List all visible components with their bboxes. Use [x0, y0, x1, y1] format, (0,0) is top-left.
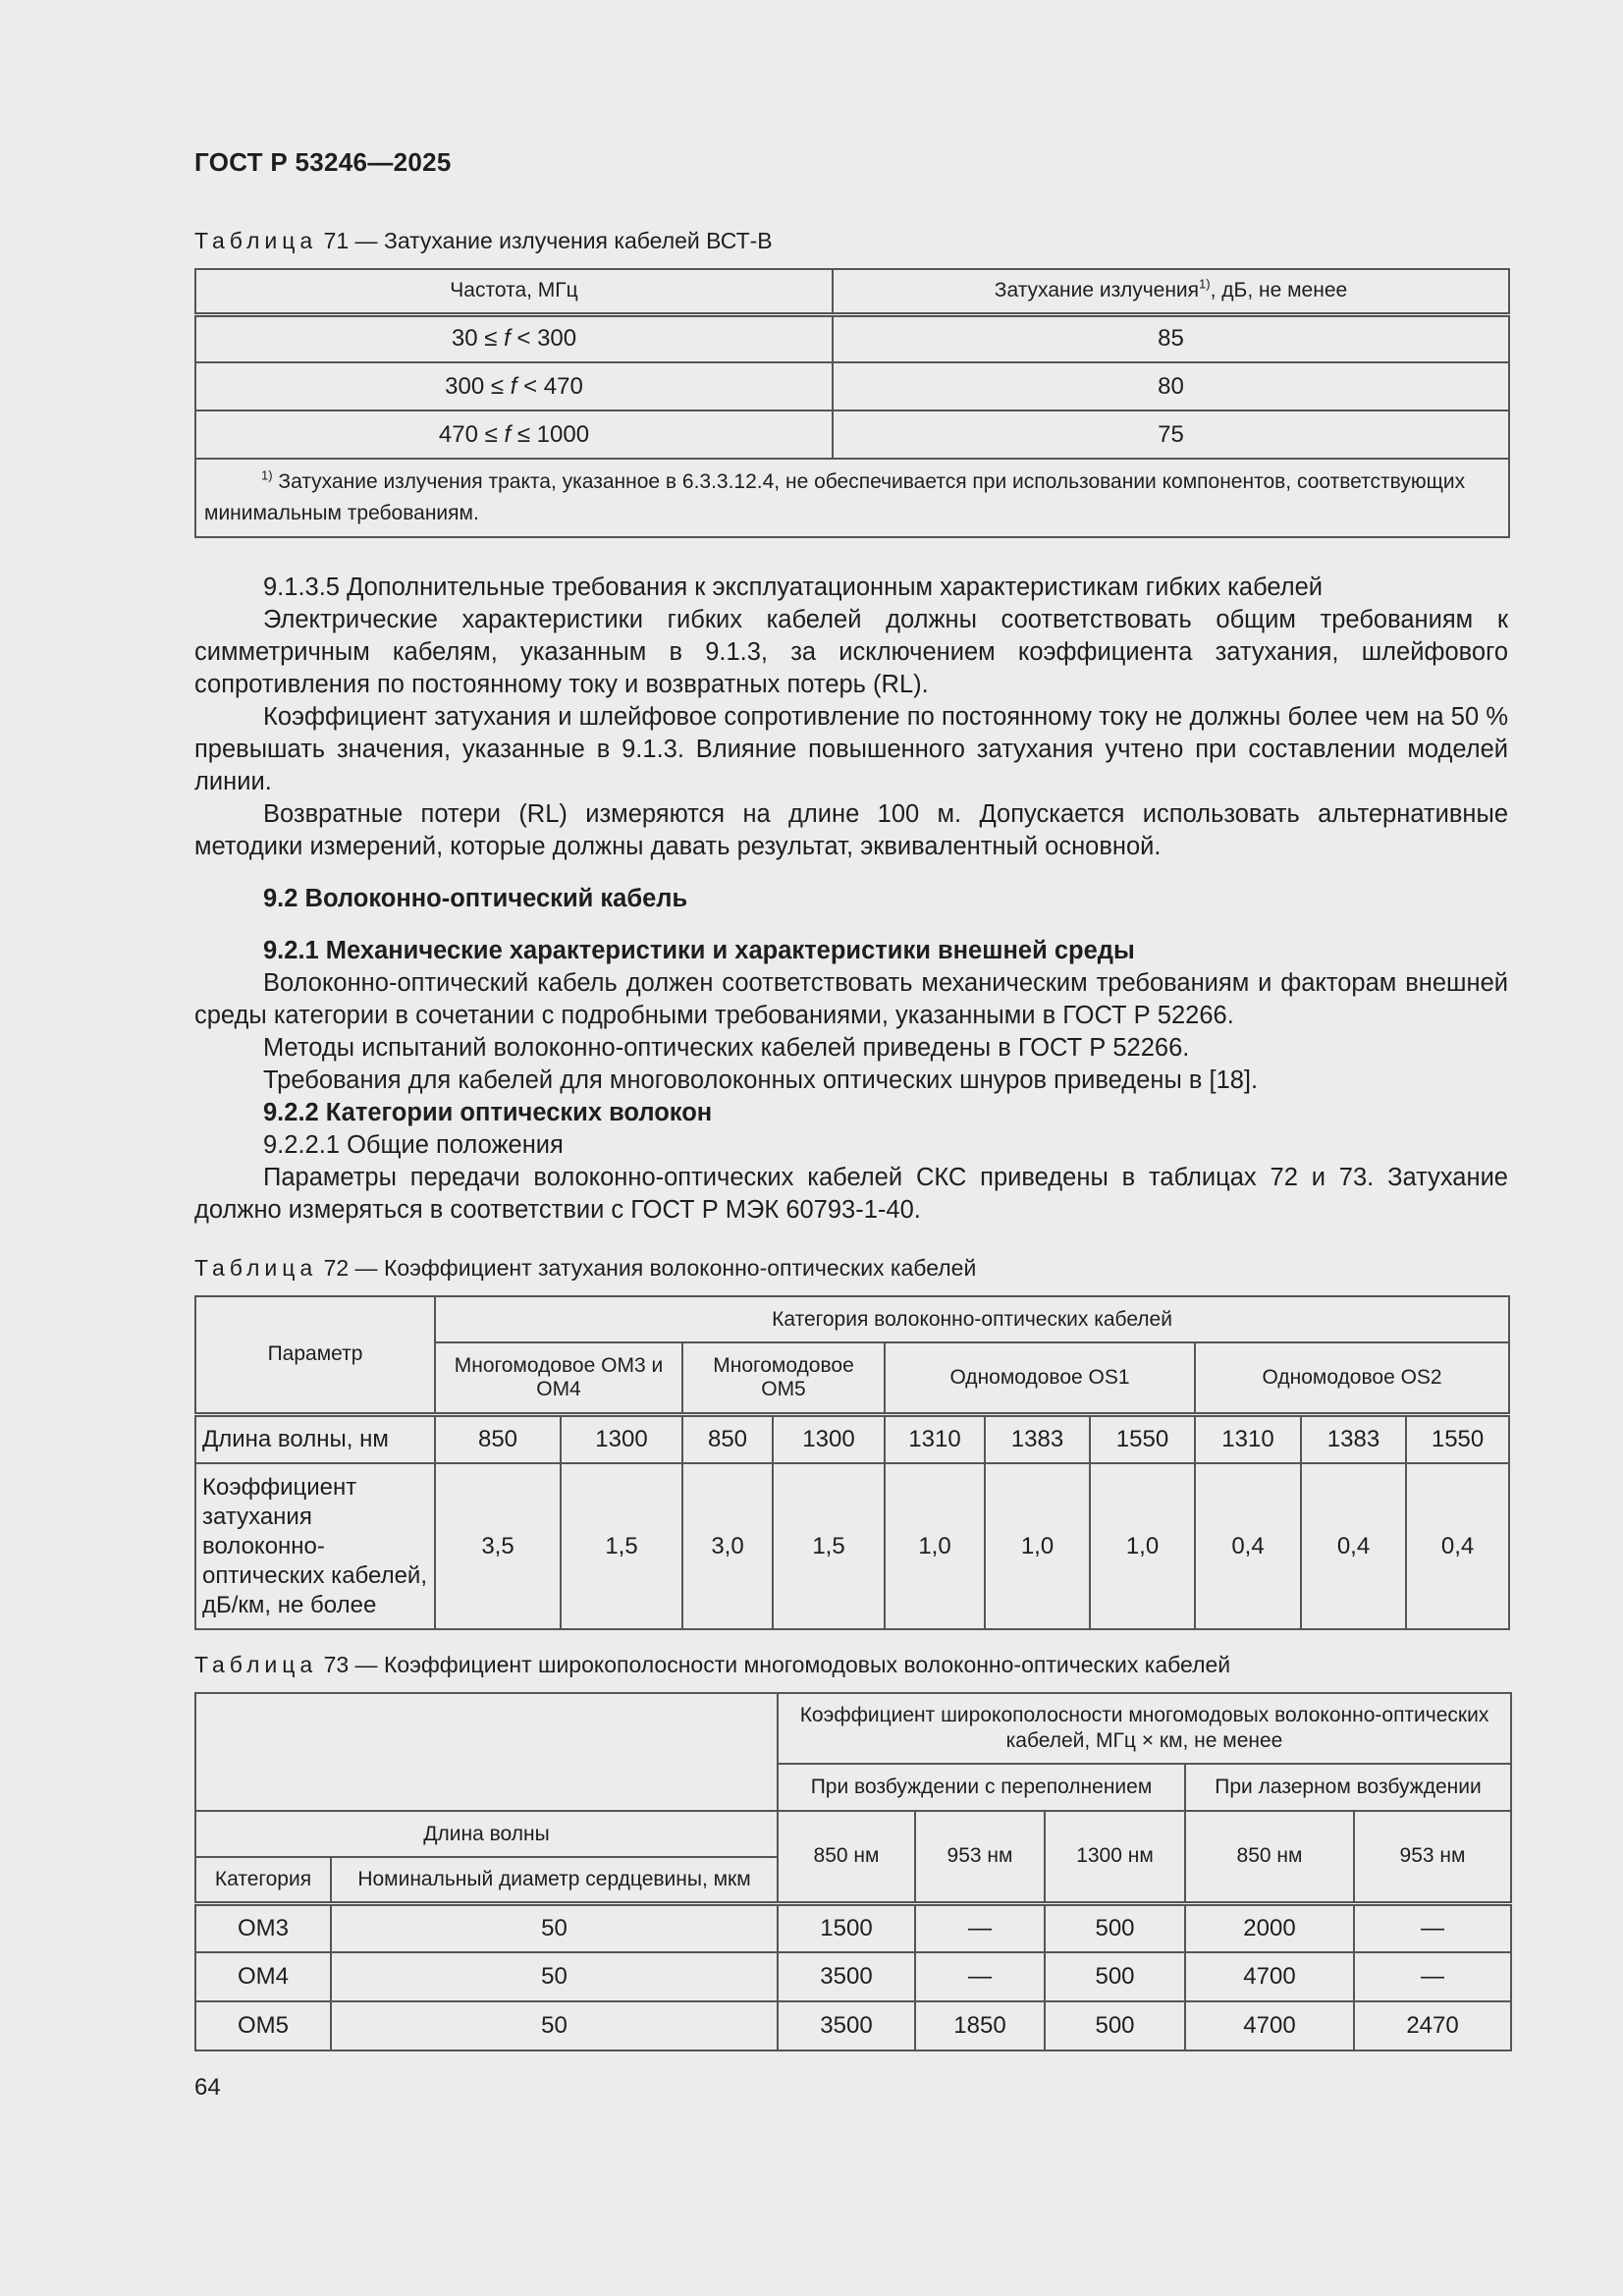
table-73-value-cell: — [915, 1952, 1045, 2001]
table-71-caption [194, 228, 773, 254]
table-72-wavelength-cell: 1550 [1406, 1414, 1509, 1463]
table-71-value-cell: 85 [833, 314, 1509, 362]
table-71-value-cell: 75 [833, 410, 1509, 459]
table-73-overfill-head: При возбуждении с переполнением [778, 1764, 1185, 1811]
table-73-value-cell: 500 [1045, 1903, 1185, 1952]
table-72-wavelength-cell: 850 [682, 1414, 773, 1463]
table-73 [194, 1692, 1512, 2051]
table-72-wavelength-cell: 1383 [985, 1414, 1090, 1463]
table-72-caption [194, 1255, 976, 1282]
table-72-wavelength-cell: 1310 [885, 1414, 985, 1463]
table-72-wavelength-cell: 1300 [561, 1414, 682, 1463]
section-heading-9-2: 9.2 Волоконно-оптический кабель [263, 885, 688, 912]
table-72-coef-cell: 3,0 [682, 1463, 773, 1629]
table-72-caption-label: Таблица [194, 1255, 318, 1281]
paragraph: Возвратные потери (RL) измеряются на длине 100 м. Допускается использовать альтернативные методики измерений, которые должны давать результат, эквивалентный основной. [194, 800, 1508, 860]
paragraph: 9.1.3.5 Дополнительные требования к эксплуатационным характеристикам гибких кабелей [263, 574, 1324, 601]
table-72-wavelength-cell: 1383 [1301, 1414, 1406, 1463]
table-72-coef-cell: 1,0 [885, 1463, 985, 1629]
table-72-coef-cell: 1,5 [561, 1463, 682, 1629]
table-73-value-cell: 500 [1045, 1952, 1185, 2001]
table-72-coef-cell: 0,4 [1406, 1463, 1509, 1629]
table-73-value-cell: 500 [1045, 2001, 1185, 2050]
paragraph: Волоконно-оптический кабель должен соответствовать механическим требованиям и факторам внешней среды категории в сочетании с подробными требованиями, указанными в ГОСТ Р 52266. [194, 969, 1508, 1029]
table-71-frequency-cell: 300 ≤ f < 470 [195, 362, 833, 410]
table-72-wavelength-cell: 1310 [1195, 1414, 1301, 1463]
paragraph: Требования для кабелей для многоволоконных оптических шнуров приведены в [18]. [263, 1066, 1259, 1094]
table-73-bandwidth-head: Коэффициент широкополосности многомодовых волоконно-оптических кабелей, МГц × км, не менее [778, 1693, 1511, 1764]
table-73-category-head: Категория [195, 1857, 331, 1903]
table-73-diameter-cell: 50 [331, 1952, 778, 2001]
table-73-value-cell: — [1354, 1903, 1511, 1952]
table-72-coef-cell: 0,4 [1301, 1463, 1406, 1629]
table-71-head-attenuation: Затухание излучения$^{1)}$, дБ, не менее [833, 269, 1509, 314]
section-heading-9-2-2: 9.2.2 Категории оптических волокон [263, 1099, 713, 1126]
table-73-category-cell: ОМ5 [195, 2001, 331, 2050]
table-72-coef-label: Коэффициент затухания волоконно-оптических кабелей, дБ/км, не более [195, 1463, 435, 1629]
table-73-value-cell: 1500 [778, 1903, 915, 1952]
table-73-diameter-head: Номинальный диаметр сердцевины, мкм [331, 1857, 778, 1903]
table-73-category-cell: ОМ4 [195, 1952, 331, 2001]
table-72 [194, 1295, 1510, 1630]
table-71 [194, 268, 1510, 538]
table-72-coef-cell: 1,5 [773, 1463, 885, 1629]
table-73-value-cell: — [915, 1903, 1045, 1952]
table-73-wl-col: 850 нм [778, 1811, 915, 1903]
table-72-group-head: Многомодовое ОМ5 [682, 1342, 885, 1414]
table-72-group-head: Одномодовое OS2 [1195, 1342, 1509, 1414]
table-73-caption-text: 73 — Коэффициент широкополосности многомодовых волоконно-оптических кабелей [317, 1652, 1231, 1677]
table-72-wavelength-label: Длина волны, нм [195, 1414, 435, 1463]
table-73-caption-label: Таблица [194, 1652, 318, 1677]
table-72-coef-cell: 1,0 [1090, 1463, 1195, 1629]
table-73-wl-col: 850 нм [1185, 1811, 1354, 1903]
table-73-caption [194, 1652, 1230, 1678]
table-71-frequency-cell: 470 ≤ f ≤ 1000 [195, 410, 833, 459]
table-73-value-cell: 1850 [915, 2001, 1045, 2050]
paragraph: Электрические характеристики гибких кабелей должны соответствовать общим требованиям к симметричным кабелям, указанным в 9.1.3, за исключением коэффициента затухания, шлейфового сопротивления по постоянному току и возвратных потерь (RL). [194, 606, 1508, 698]
table-73-value-cell: 2470 [1354, 2001, 1511, 2050]
body-text [194, 572, 1508, 1227]
table-71-value-cell: 80 [833, 362, 1509, 410]
table-73-blank-corner [195, 1693, 778, 1811]
table-72-coef-cell: 1,0 [985, 1463, 1090, 1629]
document-header: ГОСТ Р 53246—2025 [194, 147, 452, 177]
page-number: 64 [194, 2074, 221, 2101]
paragraph: 9.2.2.1 Общие положения [263, 1131, 564, 1159]
table-72-group-head: Многомодовое ОМ3 и ОМ4 [435, 1342, 682, 1414]
table-73-value-cell: 3500 [778, 1952, 915, 2001]
section-heading-9-2-1: 9.2.1 Механические характеристики и характеристики внешней среды [263, 937, 1135, 964]
table-73-diameter-cell: 50 [331, 2001, 778, 2050]
table-73-laser-head: При лазерном возбуждении [1185, 1764, 1511, 1811]
table-73-wl-col: 953 нм [1354, 1811, 1511, 1903]
table-73-wl-col: 953 нм [915, 1811, 1045, 1903]
table-72-coef-cell: 0,4 [1195, 1463, 1301, 1629]
table-72-group-head: Одномодовое OS1 [885, 1342, 1195, 1414]
table-72-wavelength-cell: 1550 [1090, 1414, 1195, 1463]
paragraph: Коэффициент затухания и шлейфовое сопротивление по постоянному току не должны более чем на 50 % превышать значения, указанные в 9.1.3. Влияние повышенного затухания учтено при составлении моделей линии. [194, 703, 1508, 795]
paragraph: Методы испытаний волоконно-оптических кабелей приведены в ГОСТ Р 52266. [263, 1034, 1190, 1062]
table-71-caption-text: 71 — Затухание излучения кабелей ВСТ-В [317, 228, 773, 253]
table-73-value-cell: 4700 [1185, 2001, 1354, 2050]
table-71-frequency-cell: 30 ≤ f < 300 [195, 314, 833, 362]
table-73-value-cell: 3500 [778, 2001, 915, 2050]
paragraph: Параметры передачи волоконно-оптических кабелей СКС приведены в таблицах 72 и 73. Затухание должно измеряться в соответствии с ГОСТ Р МЭК 60793-1-40. [194, 1164, 1508, 1224]
table-71-caption-label: Таблица [194, 228, 318, 253]
table-71-footnote: $^{1)}$ Затухание излучения тракта, указанное в 6.3.3.12.4, не обеспечивается при использовании компонентов, соответствующих минимальным требованиям. [195, 459, 1509, 537]
table-73-wavelength-head: Длина волны [195, 1811, 778, 1857]
table-72-category-head: Категория волоконно-оптических кабелей [435, 1296, 1509, 1342]
table-73-diameter-cell: 50 [331, 1903, 778, 1952]
table-73-value-cell: 4700 [1185, 1952, 1354, 2001]
table-72-wavelength-cell: 850 [435, 1414, 561, 1463]
table-71-head-frequency: Частота, МГц [195, 269, 833, 314]
table-72-caption-text: 72 — Коэффициент затухания волоконно-оптических кабелей [317, 1255, 977, 1281]
table-72-coef-cell: 3,5 [435, 1463, 561, 1629]
table-72-wavelength-cell: 1300 [773, 1414, 885, 1463]
table-72-param-head: Параметр [195, 1296, 435, 1414]
table-73-category-cell: ОМ3 [195, 1903, 331, 1952]
table-73-value-cell: 2000 [1185, 1903, 1354, 1952]
table-73-value-cell: — [1354, 1952, 1511, 2001]
table-73-wl-col: 1300 нм [1045, 1811, 1185, 1903]
